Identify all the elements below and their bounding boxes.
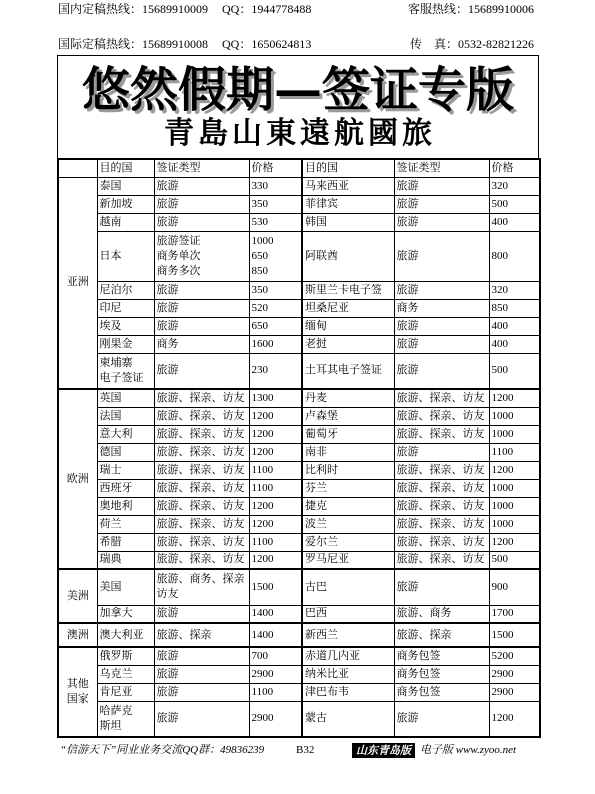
price-cell: 1000 (489, 407, 540, 425)
column-header-price: 价格 (249, 159, 302, 177)
dest-country-cell: 丹麦 (302, 389, 394, 407)
visa-type-cell: 商务包签 (394, 647, 489, 665)
dest-country-cell: 乌克兰 (97, 665, 154, 683)
price-cell: 500 (489, 353, 540, 389)
dest-country-cell: 阿联酋 (302, 231, 394, 281)
price-cell: 1200 (249, 515, 302, 533)
table-row (58, 623, 540, 647)
dest-country-cell: 俄罗斯 (97, 647, 154, 665)
visa-type-cell: 旅游、探亲、访友 (394, 479, 489, 497)
dest-country-cell: 捷克 (302, 497, 394, 515)
visa-type-cell: 旅游、商务 (394, 605, 489, 623)
visa-type-cell: 旅游 (394, 213, 489, 231)
region-cell: 其他 国家 (58, 647, 97, 737)
price-cell: 230 (249, 353, 302, 389)
region-cell: 澳洲 (58, 623, 97, 647)
price-cell: 1000 650 850 (249, 231, 302, 281)
region-column-header (58, 159, 97, 177)
price-cell: 2900 (489, 683, 540, 701)
table-row (58, 533, 540, 551)
fax-number: 传 真：0532-82821226 (410, 37, 534, 51)
dest-country-cell: 印尼 (97, 299, 154, 317)
dest-country-cell: 日本 (97, 231, 154, 281)
table-row (58, 389, 540, 407)
table-row (58, 407, 540, 425)
dest-country-cell: 德国 (97, 443, 154, 461)
price-cell: 2900 (489, 665, 540, 683)
table-row (58, 231, 540, 281)
visa-type-cell: 旅游、探亲、访友 (394, 425, 489, 443)
visa-type-cell: 旅游、探亲、访友 (154, 389, 249, 407)
dest-country-cell: 爱尔兰 (302, 533, 394, 551)
dest-country-cell: 意大利 (97, 425, 154, 443)
dest-country-cell: 柬埔寨 电子签证 (97, 353, 154, 389)
dest-country-cell: 坦桑尼亚 (302, 299, 394, 317)
price-cell: 1000 (489, 425, 540, 443)
dest-country-cell: 老挝 (302, 335, 394, 353)
price-cell: 330 (249, 177, 302, 195)
visa-type-cell: 旅游、探亲、访友 (394, 515, 489, 533)
visa-type-cell: 商务包签 (394, 665, 489, 683)
visa-type-cell: 旅游 (394, 317, 489, 335)
masthead-box (57, 55, 539, 158)
dest-country-cell: 越南 (97, 213, 154, 231)
price-cell: 1200 (249, 425, 302, 443)
dest-country-cell: 卢森堡 (302, 407, 394, 425)
visa-type-cell: 旅游、探亲、访友 (154, 479, 249, 497)
visa-type-cell: 旅游 (394, 335, 489, 353)
column-header-destination: 目的国 (97, 159, 154, 177)
visa-type-cell: 旅游、探亲、访友 (394, 551, 489, 569)
price-cell: 400 (489, 317, 540, 335)
price-cell: 1000 (489, 479, 540, 497)
visa-type-cell: 旅游、探亲、访友 (394, 389, 489, 407)
price-cell: 320 (489, 177, 540, 195)
price-cell: 1100 (249, 683, 302, 701)
visa-type-cell: 旅游 (394, 569, 489, 605)
column-header-visa-type: 签证类型 (394, 159, 489, 177)
table-row (58, 353, 540, 389)
dest-country-cell: 缅甸 (302, 317, 394, 335)
dest-country-cell: 巴西 (302, 605, 394, 623)
dest-country-cell: 韩国 (302, 213, 394, 231)
domestic-qq: QQ：1944778488 (222, 2, 312, 16)
price-cell: 2900 (249, 701, 302, 737)
price-cell: 1200 (249, 551, 302, 569)
dest-country-cell: 纳米比亚 (302, 665, 394, 683)
price-cell: 520 (249, 299, 302, 317)
dest-country-cell: 法国 (97, 407, 154, 425)
dest-country-cell: 瑞典 (97, 551, 154, 569)
visa-type-cell: 旅游、探亲、访友 (154, 443, 249, 461)
price-cell: 1000 (489, 515, 540, 533)
table-row (58, 195, 540, 213)
price-cell: 900 (489, 569, 540, 605)
table-row (58, 281, 540, 299)
price-cell: 500 (489, 195, 540, 213)
dest-country-cell: 罗马尼亚 (302, 551, 394, 569)
region-cell: 美洲 (58, 569, 97, 623)
price-cell: 1300 (249, 389, 302, 407)
dest-country-cell: 瑞士 (97, 461, 154, 479)
visa-type-cell: 旅游 (154, 605, 249, 623)
dest-country-cell: 埃及 (97, 317, 154, 335)
visa-type-cell: 旅游 (394, 177, 489, 195)
dest-country-cell: 葡萄牙 (302, 425, 394, 443)
visa-type-cell: 旅游、探亲、访友 (154, 515, 249, 533)
price-cell: 400 (489, 213, 540, 231)
price-cell: 1100 (489, 443, 540, 461)
column-header-visa-type: 签证类型 (154, 159, 249, 177)
dest-country-cell: 波兰 (302, 515, 394, 533)
price-cell: 1500 (489, 623, 540, 647)
visa-type-cell: 旅游 (154, 299, 249, 317)
region-cell: 亚洲 (58, 177, 97, 389)
dest-country-cell: 哈萨克 斯坦 (97, 701, 154, 737)
visa-type-cell: 旅游 (154, 195, 249, 213)
visa-type-cell: 旅游 (154, 665, 249, 683)
price-cell: 5200 (489, 647, 540, 665)
service-hotline: 客服热线：15689910006 (407, 2, 534, 16)
price-cell: 700 (249, 647, 302, 665)
visa-type-cell: 旅游、探亲、访友 (394, 461, 489, 479)
dest-country-cell: 奥地利 (97, 497, 154, 515)
price-cell: 1200 (249, 407, 302, 425)
visa-price-table (57, 158, 541, 738)
price-cell: 800 (489, 231, 540, 281)
visa-type-cell: 旅游、探亲、访友 (154, 533, 249, 551)
price-cell: 320 (489, 281, 540, 299)
page-number: B32 (296, 744, 315, 756)
dest-country-cell: 美国 (97, 569, 154, 605)
table-body (58, 177, 540, 737)
visa-type-cell: 旅游 (154, 177, 249, 195)
table-row (58, 701, 540, 737)
price-cell: 1400 (249, 605, 302, 623)
dest-country-cell: 肯尼亚 (97, 683, 154, 701)
table-row (58, 213, 540, 231)
visa-type-cell: 旅游签证 商务单次 商务多次 (154, 231, 249, 281)
dest-country-cell: 古巴 (302, 569, 394, 605)
price-cell: 1100 (249, 479, 302, 497)
dest-country-cell: 尼泊尔 (97, 281, 154, 299)
price-cell: 1100 (249, 533, 302, 551)
column-header-price: 价格 (489, 159, 540, 177)
dest-country-cell: 蒙古 (302, 701, 394, 737)
visa-type-cell: 旅游、商务、探亲 访友 (154, 569, 249, 605)
table-row (58, 515, 540, 533)
visa-type-cell: 旅游 (154, 281, 249, 299)
visa-type-cell: 商务包签 (394, 683, 489, 701)
table-row (58, 425, 540, 443)
qq-group-info: “信游天下”同业业务交流QQ群：49836239 (60, 744, 265, 756)
price-cell: 850 (489, 299, 540, 317)
dest-country-cell: 澳大利亚 (97, 623, 154, 647)
visa-type-cell: 旅游 (154, 317, 249, 335)
table-row (58, 497, 540, 515)
visa-type-cell: 旅游 (394, 443, 489, 461)
table-row (58, 479, 540, 497)
dest-country-cell: 斯里兰卡电子签 (302, 281, 394, 299)
price-cell: 1200 (249, 497, 302, 515)
edition-website: 电子版 www.zyoo.net (420, 744, 517, 756)
visa-type-cell: 旅游 (154, 213, 249, 231)
price-cell: 1200 (489, 701, 540, 737)
table-header-row (58, 159, 540, 177)
visa-type-cell: 旅游、探亲 (154, 623, 249, 647)
dest-country-cell: 土耳其电子签证 (302, 353, 394, 389)
dest-country-cell: 南非 (302, 443, 394, 461)
table-row (58, 177, 540, 195)
table-row (58, 299, 540, 317)
visa-type-cell: 旅游、探亲、访友 (154, 407, 249, 425)
price-cell: 400 (489, 335, 540, 353)
dest-country-cell: 新西兰 (302, 623, 394, 647)
visa-type-cell: 旅游 (154, 647, 249, 665)
price-cell: 1000 (489, 497, 540, 515)
visa-type-cell: 旅游、探亲、访友 (154, 551, 249, 569)
visa-type-cell: 旅游、探亲、访友 (394, 497, 489, 515)
visa-type-cell: 旅游 (394, 353, 489, 389)
visa-type-cell: 旅游 (394, 701, 489, 737)
table-row (58, 665, 540, 683)
dest-country-cell: 菲律宾 (302, 195, 394, 213)
table-row (58, 683, 540, 701)
dest-country-cell: 刚果金 (97, 335, 154, 353)
visa-type-cell: 旅游 (154, 701, 249, 737)
agency-name: 青島山東遠航國旅 (164, 116, 436, 151)
dest-country-cell: 马来西亚 (302, 177, 394, 195)
table-row (58, 335, 540, 353)
page-title: 悠然假期—签证专版 (81, 62, 514, 118)
visa-type-cell: 旅游 (154, 353, 249, 389)
table-row (58, 647, 540, 665)
dest-country-cell: 荷兰 (97, 515, 154, 533)
visa-type-cell: 旅游、探亲、访友 (154, 497, 249, 515)
dest-country-cell: 芬兰 (302, 479, 394, 497)
table-row (58, 605, 540, 623)
dest-country-cell: 加拿大 (97, 605, 154, 623)
price-cell: 500 (489, 551, 540, 569)
column-header-destination: 目的国 (302, 159, 394, 177)
table-row (58, 461, 540, 479)
price-cell: 1500 (249, 569, 302, 605)
price-cell: 350 (249, 281, 302, 299)
visa-type-cell: 旅游 (154, 683, 249, 701)
visa-type-cell: 旅游 (394, 195, 489, 213)
price-cell: 1700 (489, 605, 540, 623)
dest-country-cell: 津巴布韦 (302, 683, 394, 701)
dest-country-cell: 希腊 (97, 533, 154, 551)
table-row (58, 551, 540, 569)
international-qq: QQ：1650624813 (222, 37, 312, 51)
price-cell: 1200 (489, 533, 540, 551)
price-cell: 1200 (249, 443, 302, 461)
price-cell: 530 (249, 213, 302, 231)
domestic-hotline: 国内定稿热线：15689910009 (58, 2, 209, 16)
price-cell: 1600 (249, 335, 302, 353)
visa-type-cell: 旅游 (394, 281, 489, 299)
edition-badge: 山东青岛版 (352, 743, 415, 758)
visa-type-cell: 商务 (394, 299, 489, 317)
price-cell: 350 (249, 195, 302, 213)
dest-country-cell: 英国 (97, 389, 154, 407)
price-cell: 650 (249, 317, 302, 335)
visa-type-cell: 旅游、探亲、访友 (154, 425, 249, 443)
table-row (58, 443, 540, 461)
price-cell: 1200 (489, 389, 540, 407)
international-hotline: 国际定稿热线：15689910008 (58, 37, 209, 51)
table-row (58, 569, 540, 605)
price-cell: 1100 (249, 461, 302, 479)
visa-type-cell: 旅游、探亲、访友 (394, 533, 489, 551)
dest-country-cell: 新加坡 (97, 195, 154, 213)
region-cell: 欧洲 (58, 389, 97, 569)
table-row (58, 317, 540, 335)
visa-type-cell: 旅游 (394, 231, 489, 281)
dest-country-cell: 赤道几内亚 (302, 647, 394, 665)
visa-type-cell: 旅游、探亲、访友 (154, 461, 249, 479)
price-cell: 2900 (249, 665, 302, 683)
visa-type-cell: 旅游、探亲 (394, 623, 489, 647)
dest-country-cell: 泰国 (97, 177, 154, 195)
visa-type-cell: 旅游、探亲、访友 (394, 407, 489, 425)
dest-country-cell: 比利时 (302, 461, 394, 479)
price-cell: 1400 (249, 623, 302, 647)
visa-type-cell: 商务 (154, 335, 249, 353)
price-cell: 1200 (489, 461, 540, 479)
dest-country-cell: 西班牙 (97, 479, 154, 497)
